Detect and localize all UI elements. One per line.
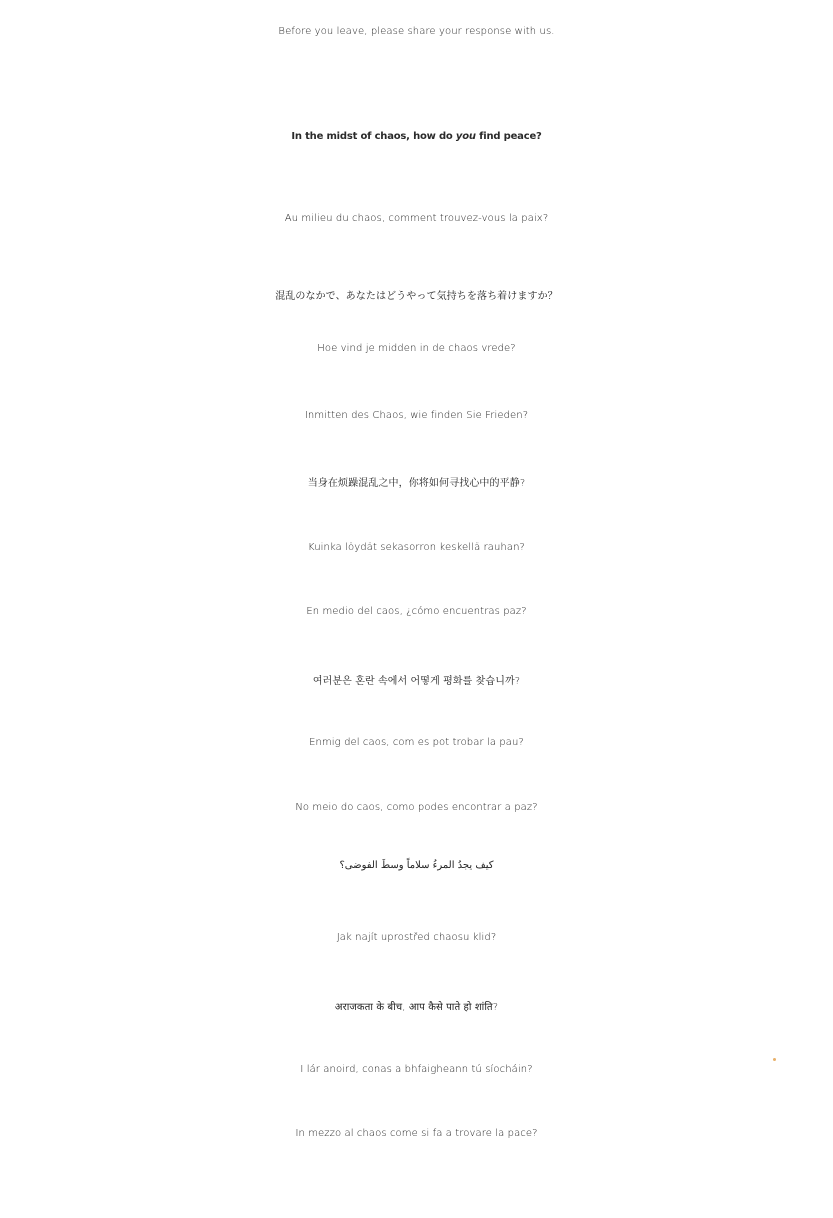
headline-end: find peace? — [475, 131, 542, 142]
translation-korean: 여러분은 혼란 속에서 어떻게 평화를 찾습니까? — [312, 676, 521, 687]
translation-czech: Jak najít uprostřed chaosu klid? — [336, 932, 497, 943]
translation-arabic: كيف يجدُ المرءُ سلاماً وسطَ الفوضى؟ — [339, 860, 494, 871]
translation-finnish: Kuinka löydät sekasorron keskellä rauhan? — [308, 542, 525, 553]
translation-hindi: अराजकता के बीच, आप कैसे पाते हो शांति? — [334, 1002, 499, 1013]
intro-text: Before you leave, please share your response with us. — [278, 26, 555, 37]
headline-start: In the midst of chaos, how do — [291, 131, 456, 142]
translation-irish: I lár anoird, conas a bhfaigheann tú síocháin? — [300, 1064, 533, 1075]
translation-japanese: 混乱のなかで、あなたはどうやって気持ちを落ち着けますか？ — [275, 291, 558, 302]
translation-spanish: En medio del caos, ¿cómo encuentras paz? — [306, 606, 527, 617]
paper-speck — [773, 1058, 776, 1061]
translation-portuguese: No meio do caos, como podes encontrar a paz? — [295, 802, 538, 813]
translation-catalan: Enmig del caos, com es pot trobar la pau? — [309, 737, 524, 748]
translation-french: Au milieu du chaos, comment trouvez-vous la paix? — [284, 213, 549, 224]
translation-italian: In mezzo al chaos come si fa a trovare la pace? — [295, 1128, 538, 1139]
headline-emphasis: you — [455, 131, 476, 142]
translation-dutch: Hoe vind je midden in de chaos vrede? — [317, 343, 516, 354]
translation-chinese: 当身在烦躁混乱之中，你将如何寻找心中的平静? — [307, 478, 526, 489]
translation-german: Inmitten des Chaos, wie finden Sie Frieden? — [304, 410, 529, 421]
headline-question — [0, 131, 833, 142]
